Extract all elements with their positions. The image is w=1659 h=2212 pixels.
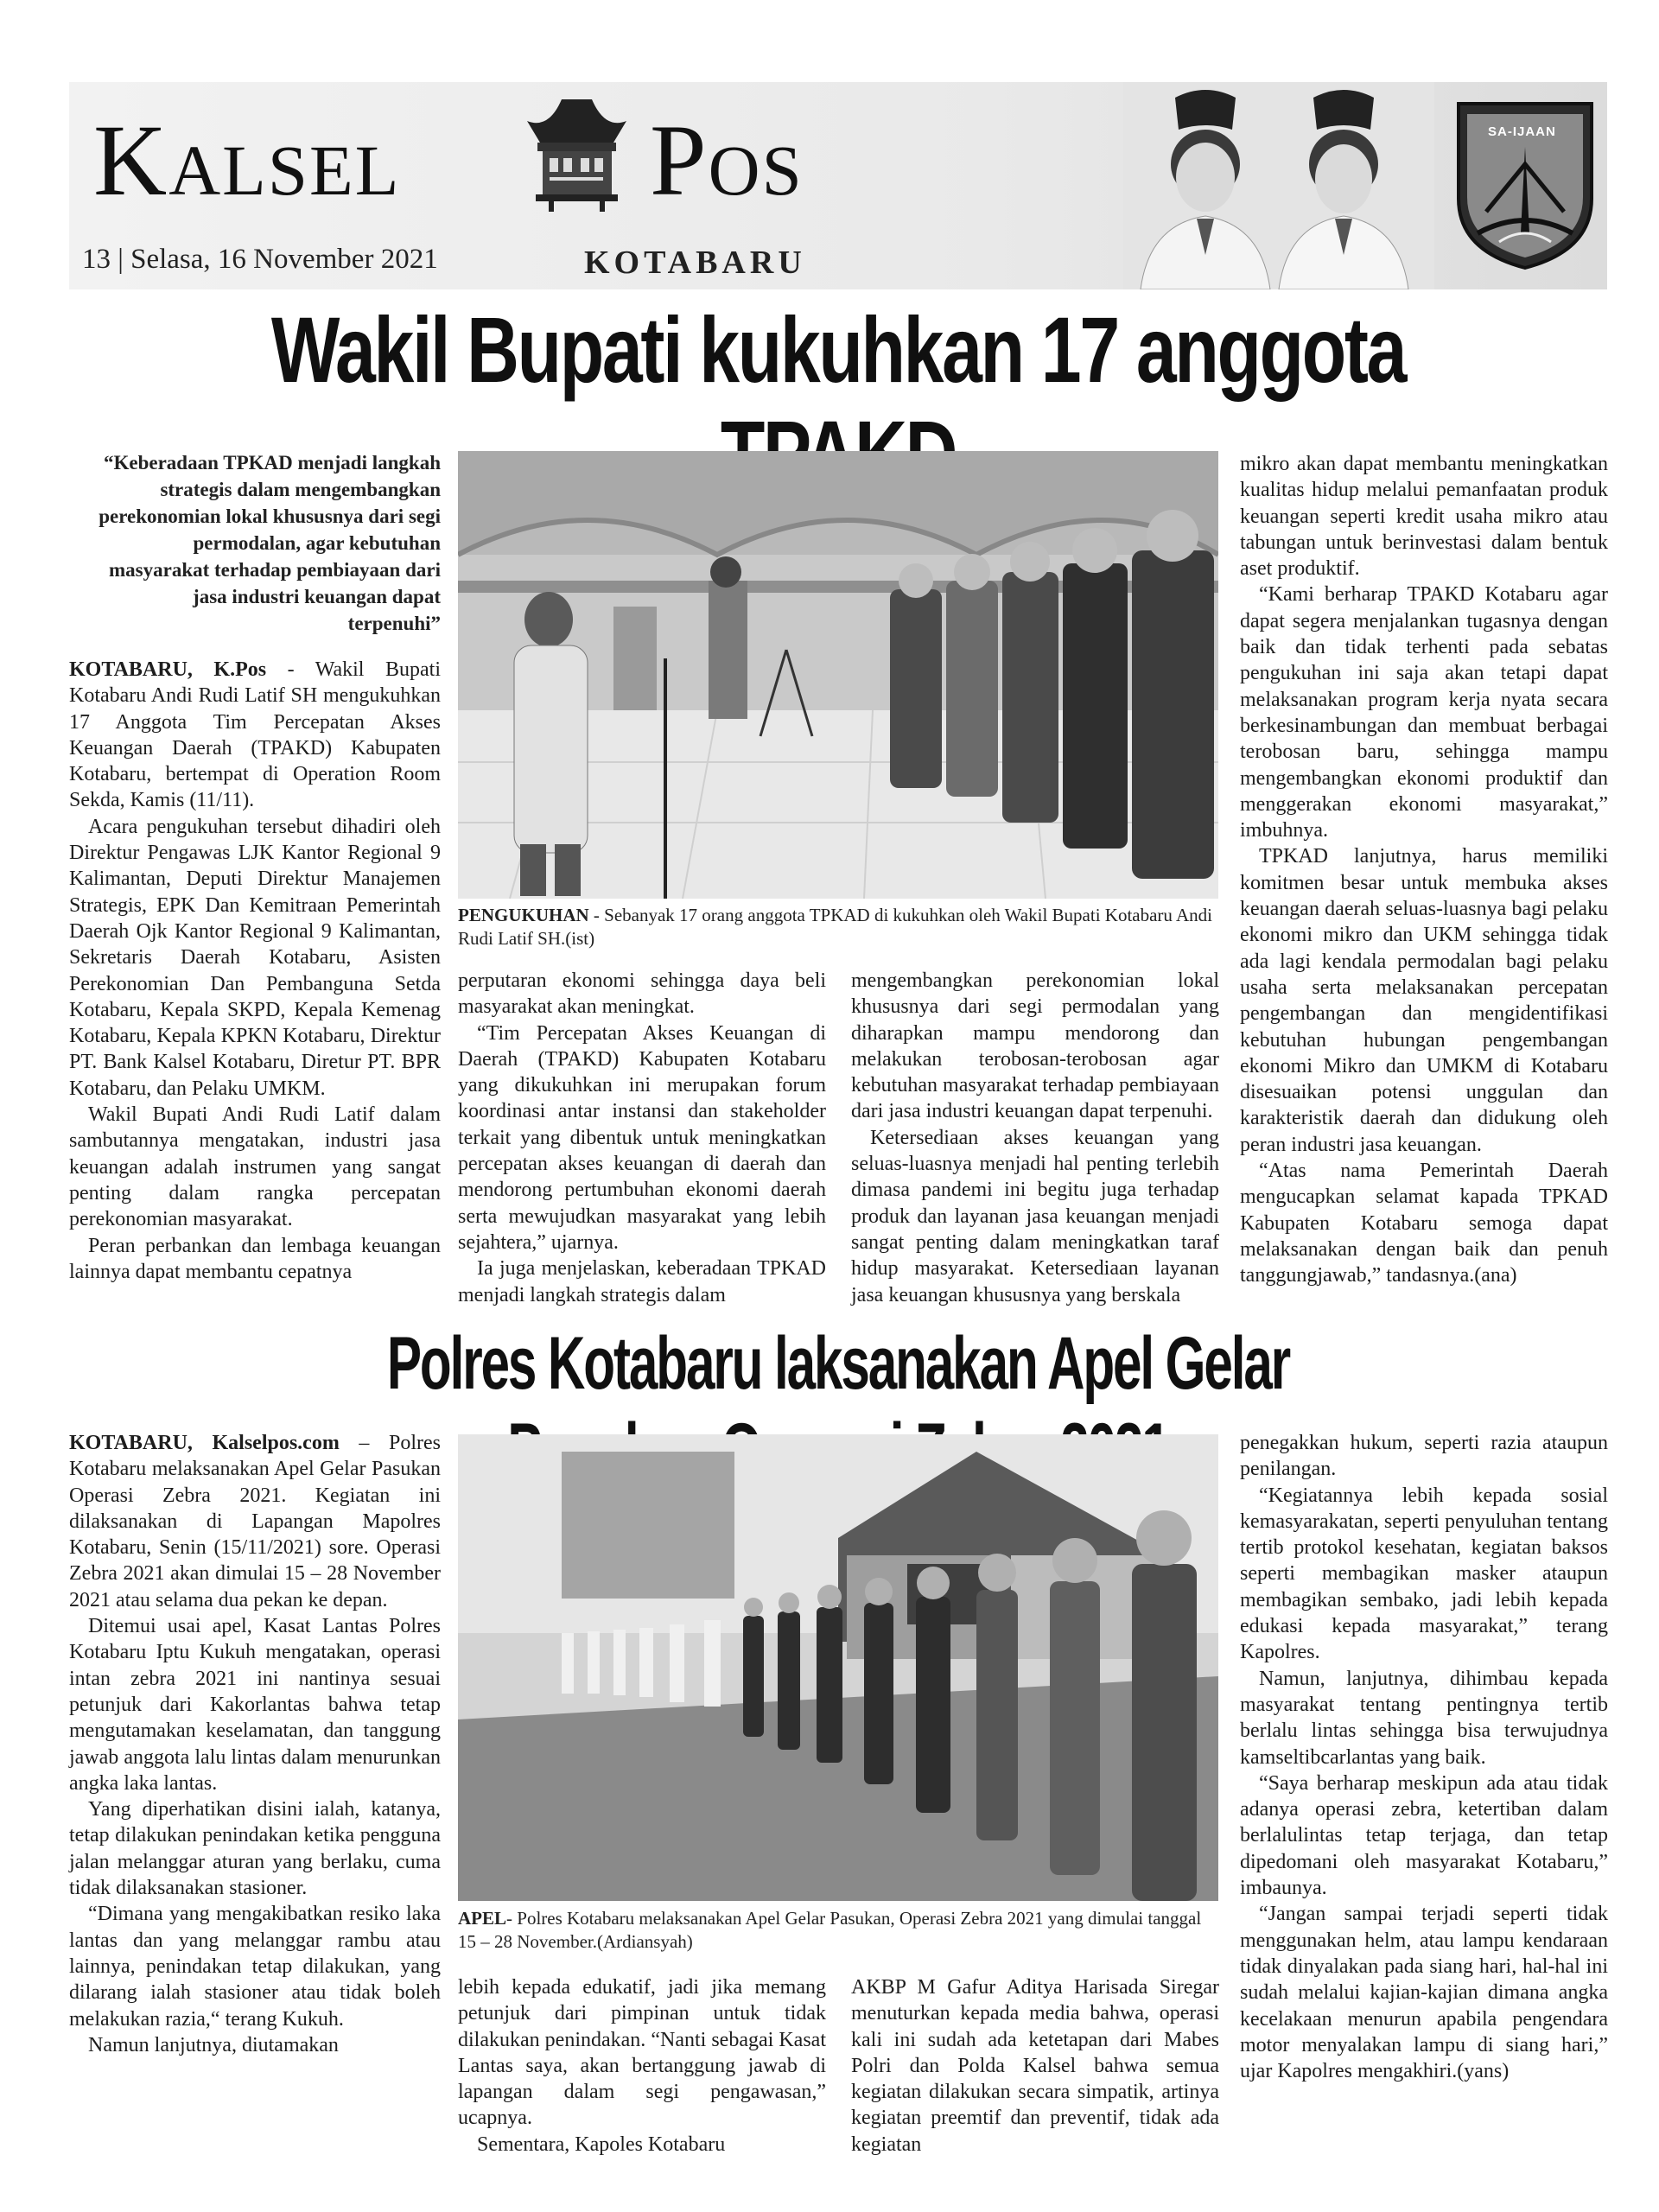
article2-caption-text: - Polres Kotabaru melaksanakan Apel Gelar Pasukan, Operasi Zebra 2021 yang dimulai tanggal 15 – 28 November.(Ardiansyah) <box>458 1908 1202 1952</box>
article2-paragraph: “Dimana yang mengakibatkan resiko laka lantas dan yang melanggar rambu atau lainnya, penindakan tetap dilakukan, yang dilarang ialah stasioner atau tidak boleh melakukan razia,“ terang Kukuh. <box>69 1903 441 2031</box>
article1-pull-quote: “Keberadaan TPKAD menjadi langkah strategis dalam mengembangkan perekonomian lokal khususnya dari segi permodalan, agar kebutuhan masyarakat terhadap pembiayaan dari jasa industri keuangan dapat terpenuhi” <box>99 452 441 634</box>
article2-paragraph: “Saya berharap meskipun ada atau tidak adanya operasi zebra, ketertiban dalam berlalulintas tetap terjaga, dan tetap dipedomani oleh masyarakat Kotabaru,” imbaunya. <box>1240 1771 1608 1900</box>
article1-paragraph: Ia juga menjelaskan, keberadaan TPKAD menjadi langkah strategis dalam <box>458 1257 826 1306</box>
article1-paragraph: perputaran ekonomi sehingga daya beli masyarakat akan meningkat. <box>458 969 826 1019</box>
article2-paragraph: – Polres Kotabaru melaksanakan Apel Gelar Pasukan Operasi Zebra 2021. Kegiatan ini dilaksanakan di Lapangan Mapolres Kotabaru, Senin (15/11/2021) sore. Operasi Zebra 2021 akan dimulai 15 – 28 November 2021 atau selama dua pekan ke depan. <box>69 1432 442 1611</box>
article1-paragraph: Ketersediaan akses keuangan yang seluas-luasnya menjadi hal penting terlebih dimasa pandemi ini begitu juga terhadap produk dan layanan jasa keuangan menjadi sangat penting dalam meningkatkan taraf hidup masyarakat. Ketersediaan layanan jasa keuangan khususnya yang berskala <box>851 1126 1219 1306</box>
longhouse-logo-icon <box>518 91 635 212</box>
article1-paragraph: “Atas nama Pemerintah Daerah mengucapkan selamat kapada TPKAD Kabupaten Kotabaru semoga dapat melaksanakan dengan baik dan penuh tanggungjawab,” tandasnya.(ana) <box>1240 1160 1608 1287</box>
article1-dateline: KOTABARU, K.Pos <box>69 658 267 681</box>
article2-paragraph: “Jangan sampai terjadi seperti tidak menggunakan helm, atau lampu kendaraan tidak dinyalakan pada siang hari, hal-hal ini sudah melalui kajian-kajian dimana angka kecelakaan menurun apabila pengendara motor menyalakan lampu di siang hari,” ujar Kapolres mengakhiri.(yans) <box>1240 1903 1608 2083</box>
article2-paragraph: “Kegiatannya lebih kepada sosial kemasyarakatan, seperti penyuluhan tentang tertib protokol kesehatan, kegiatan baksos seperti membagikan masker ataupun membagikan sembako, jadi lebih kepada edukasi kepada masyarakat,” terang Kapolres. <box>1240 1484 1608 1664</box>
officials-portrait-photo <box>1123 82 1434 289</box>
article1-paragraph: “Tim Percepatan Akses Keuangan di Daerah (TPAKD) Kabupaten Kotabaru yang dikukuhkan ini merupakan forum koordinasi antar instansi dan stakeholder terkait yang dibentuk untuk meningkatkan percepatan akses keuangan di daerah dan mendorong pertumbuhan ekonomi daerah serta mewujudkan masyarakat yang lebih sejahtera,” ujarnya. <box>458 1021 826 1254</box>
article2-paragraph: Sementara, Kapoles Kotabaru <box>477 2133 726 2156</box>
article2-paragraph: AKBP M Gafur Aditya Harisada Siregar menuturkan kepada media bahwa, operasi kali ini sudah ada ketetapan dari Mabes Polri dan Polda Kalsel bahwa semua kegiatan dilakukan secara simpatik, artinya kegiatan preemtif dan preventif, tidak ada kegiatan <box>851 1976 1219 2156</box>
article1-paragraph: Peran perbankan dan lembaga keuangan lainnya dapat membantu cepatnya <box>69 1234 441 1283</box>
article2-column-2 <box>458 1974 826 2158</box>
article1-column-1 <box>69 657 441 1285</box>
kotabaru-seal-logo <box>1452 95 1599 272</box>
masthead-name-right: Pos <box>650 104 804 217</box>
article1-paragraph: - Wakil Bupati Kotabaru Andi Rudi Latif SH mengukuhkan 17 Anggota Tim Percepatan Akses Keuangan Daerah (TPAKD) Kabupaten Kotabaru, bertempat di Operation Room Sekda, Kamis (11/11). <box>69 658 441 812</box>
article1-paragraph: TPKAD lanjutnya, harus memiliki komitmen besar untuk membuka akses keuangan daerah seluas-luasnya bagi pelaku ekonomi mikro dan UKM sehingga tidak ada lagi kendala permodalan bagi pelaku usaha serta melaksanakan percepatan pengembangan dan mengidentifikasi kebutuhan hubungan pengembangan ekonomi Mikro dan UMKM di Kotabaru disesuaikan potensi unggulan dan karakteristik daerah dan didukung oleh peran industri jasa keuangan. <box>1240 845 1608 1156</box>
article2-photo <box>458 1434 1218 1901</box>
article2-paragraph: Ditemui usai apel, Kasat Lantas Polres Kotabaru Iptu Kukuh mengatakan, operasi intan zebra 2021 ini nantinya sesuai petunjuk dari Kakorlantas bahwa tetap mengutamakan keselamatan, dan tanggung jawab anggota lalu lintas dalam menurunkan angka laka lantas. <box>69 1615 441 1795</box>
article1-headline: Wakil Bupati kukuhkan 17 anggota <box>270 297 1406 402</box>
article2-headline: Polres Kotabaru laksanakan Apel Gelar <box>386 1322 1290 1405</box>
article2-dateline: KOTABARU, Kalselpos.com <box>69 1432 340 1454</box>
article2-paragraph: penegakkan hukum, seperti razia ataupun penilangan. <box>1240 1432 1608 1481</box>
article2-paragraph: Yang diperhatikan disini ialah, katanya, tetap dilakukan penindakan ketika pengguna jalan melanggar aturan yang berlaku, cuma tidak dilaksanakan stasioner. <box>69 1798 441 1900</box>
article1-photo <box>458 451 1218 899</box>
article2-column-3 <box>851 1974 1219 2158</box>
article1-column-3 <box>851 968 1219 1308</box>
seal-shield-icon <box>1452 95 1599 272</box>
article1-paragraph: mengembangkan perekonomian lokal khususnya dari segi permodalan yang diharapkan mampu mendorong dan melakukan terobosan-terobosan agar kebutuhan masyarakat terhadap pembiayaan dari jasa industri keuangan dapat terpenuhi. <box>851 969 1219 1123</box>
article2-paragraph: lebih kepada edukatif, jadi jika memang petunjuk dari pimpinan untuk tidak dilakukan penindakan. “Nanti sebagai Kasat Lantas saya, akan bertanggung jawab di lapangan dalam segi pengawasan,” ucapnya. <box>458 1976 826 2130</box>
article1-photo-caption <box>458 904 1218 950</box>
article1-column-4 <box>1240 451 1608 1289</box>
masthead-name-left: Kalsel <box>93 104 401 217</box>
article2-paragraph: Namun lanjutnya, diutamakan <box>88 2033 339 2056</box>
article2-column-1 <box>69 1430 441 2058</box>
article1-column-2 <box>458 968 826 1308</box>
article1-paragraph: “Kami berharap TPAKD Kotabaru agar dapat segera menjalankan tugasnya dengan baik dan tidak terhenti pada sebatas pengukuhan ini saja akan tetapi dapat melaksanakan program kerja nyata secara berkesinambungan dan membuat berbagai terobosan baru, sehingga mampu mengembangkan ekonomi produktif dan menggerakan ekonomi masyarakat,” imbuhnya. <box>1240 583 1608 842</box>
article1-caption-label: PENGUKUHAN <box>458 905 589 925</box>
article2-column-4 <box>1240 1430 1608 2084</box>
article1-paragraph: Wakil Bupati Andi Rudi Latif dalam sambutannya mengatakan, industri jasa keuangan adalah instrumen yang sangat penting dalam rangka percepatan perekonomian masyarakat. <box>69 1103 441 1231</box>
section-name: KOTABARU <box>584 245 806 281</box>
article1-caption-text: - Sebanyak 17 orang anggota TPKAD di kukuhkan oleh Wakil Bupati Kotabaru Andi Rudi Latif SH.(ist) <box>458 905 1213 949</box>
article1-paragraph: Acara pengukuhan tersebut dihadiri oleh Direktur Pengawas LJK Kantor Regional 9 Kalimantan, Deputi Direktur Manajemen Strategis, EPK Dan Kemitraan Pemerintah Daerah Ojk Kantor Regional 9 Kalimantan, Sekretaris Daerah Kotabaru, Asisten Perekonomian Dan Pembanguna Setda Kotabaru, Kepala SKPD, Kepala Kemenag Kotabaru, Kepala KPKN Kotabaru, Direktur PT. Bank Kalsel Kotabaru, Diretur PT. BPR Kotabaru, dan Pelaku UMKM. <box>69 815 441 1100</box>
article2-photo-caption <box>458 1907 1218 1954</box>
issue-date-line: 13 | Selasa, 16 November 2021 <box>82 244 438 275</box>
article2-paragraph: Namun, lanjutnya, dihimbau kepada masyarakat tentang pentingnya tertib berlalu lintas sehingga bisa terwujudnya kamseltibcarlantas yang baik. <box>1240 1667 1608 1769</box>
seal-text: SA-IJAAN <box>1488 124 1556 139</box>
article2-caption-label: APEL <box>458 1908 507 1929</box>
article1-paragraph: mikro akan dapat membantu meningkatkan kualitas hidup melalui pemanfaatan produk keuangan seperti kredit usaha mikro atau tabungan untuk berinvestasi dalam bentuk aset produktif. <box>1240 453 1608 581</box>
